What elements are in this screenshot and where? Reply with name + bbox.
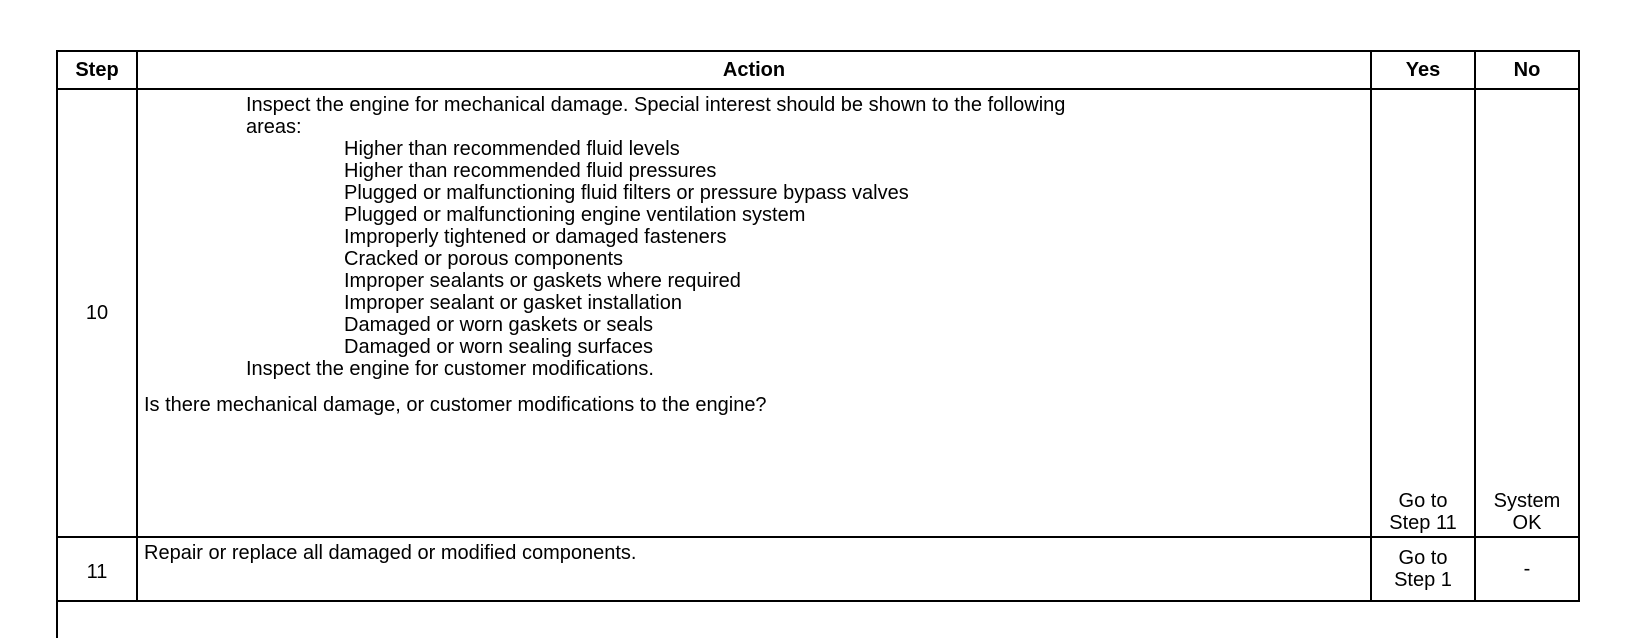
- intro-line: Inspect the engine for mechanical damage. Special interest should be shown to the following: [246, 94, 1066, 116]
- yes-result-line: Step 1: [1394, 568, 1452, 591]
- header-yes: Yes: [1371, 51, 1475, 89]
- yes-result-line: Go to: [1398, 490, 1448, 512]
- list-item: Higher than recommended fluid pressures: [344, 160, 717, 182]
- yes-result-line: Go to: [1398, 546, 1448, 569]
- step-number: 11: [57, 537, 137, 601]
- yes-result-line: Step 11: [1389, 512, 1457, 534]
- list-item: Higher than recommended fluid levels: [344, 138, 680, 160]
- action-cell: [137, 89, 1371, 537]
- list-item: Damaged or worn sealing surfaces: [344, 336, 654, 358]
- inspection-areas-list: [144, 138, 1364, 358]
- no-result-line: OK: [1512, 512, 1542, 534]
- diagnostic-table-container: [56, 50, 1578, 602]
- step-number: 10: [57, 89, 137, 537]
- no-result-cell: -: [1475, 537, 1579, 601]
- list-item: Damaged or worn gaskets or seals: [344, 314, 654, 336]
- table-row-step-11: [57, 537, 1579, 601]
- table-row-step-10: [57, 89, 1579, 537]
- no-result-line: System: [1493, 490, 1561, 512]
- inspection-intro: [144, 94, 1364, 138]
- list-item: Improper sealants or gaskets where required: [344, 270, 741, 292]
- list-item: Improperly tightened or damaged fasteners: [344, 226, 727, 248]
- step-question: Is there mechanical damage, or customer modifications to the engine?: [144, 394, 767, 416]
- no-result-cell: [1475, 89, 1579, 537]
- list-item: Cracked or porous components: [344, 248, 624, 270]
- intro-line: areas:: [246, 116, 302, 138]
- diagnostic-steps-table: [56, 50, 1580, 602]
- header-step: Step: [57, 51, 137, 89]
- table-continuation-rule: [56, 594, 58, 638]
- header-action: Action: [137, 51, 1371, 89]
- list-item: Improper sealant or gasket installation: [344, 292, 682, 314]
- action-cell: Repair or replace all damaged or modified components.: [137, 537, 1371, 601]
- table-header-row: [57, 51, 1579, 89]
- yes-result-cell: [1371, 89, 1475, 537]
- header-no: No: [1475, 51, 1579, 89]
- customer-modification-check: Inspect the engine for customer modifications.: [246, 358, 654, 380]
- list-item: Plugged or malfunctioning fluid filters or pressure bypass valves: [344, 182, 909, 204]
- yes-result-cell: [1371, 537, 1475, 601]
- list-item: Plugged or malfunctioning engine ventilation system: [344, 204, 806, 226]
